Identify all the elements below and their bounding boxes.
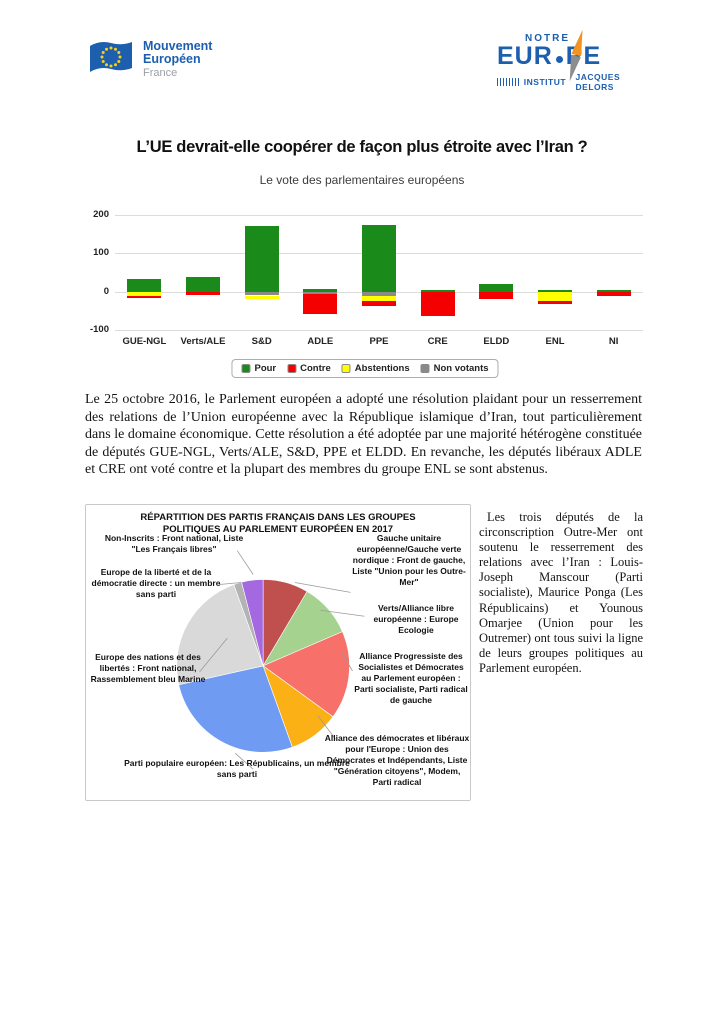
legend-label: Pour	[254, 363, 277, 374]
bar-segment	[479, 284, 513, 292]
gridline	[115, 215, 643, 216]
eu-flag-icon	[88, 40, 134, 76]
mouvement-europeen-logo	[88, 40, 212, 80]
bar-segment	[538, 301, 572, 304]
legend-label: Contre	[300, 363, 331, 374]
logo-right-notre: NOTRE	[525, 33, 570, 44]
side-column-text: Les trois députés de la circonscription Outre-Mer ont soutenu le resserrement des relations avec l’Iran : Louis-Joseph Manscour (Parti socialiste), Maurice Ponga (Les Républicains) et Younous Omarjee (Union pour les Outremer) ont tous suivi la ligne de leurs groupes politiques au Parlement européen.	[479, 510, 643, 675]
legend-item	[287, 363, 331, 374]
pie-label-gue: Gauche unitaire européenne/Gauche verte nordique : Front de gauche, Liste "Union pour les Outre-Mer"	[352, 533, 466, 588]
logo-right-jacques-delors: JACQUES DELORS	[575, 72, 621, 92]
x-axis-label: S&D	[251, 336, 272, 347]
x-axis-label: ENL	[545, 336, 565, 347]
bar-segment	[186, 292, 220, 294]
x-axis-label: PPE	[369, 336, 389, 347]
x-axis-label: CRE	[427, 336, 448, 347]
bar-segment	[186, 277, 220, 292]
y-axis-tick: 200	[93, 209, 109, 220]
bar-segment	[303, 294, 337, 314]
page-title: L’UE devrait-elle coopérer de façon plus étroite avec l’Iran ?	[136, 138, 588, 156]
pie-chart-box	[85, 504, 471, 801]
x-axis-label: Verts/ALE	[180, 336, 226, 347]
logo-right-eur: EUR	[497, 42, 553, 70]
x-axis-label: GUE-NGL	[122, 336, 167, 347]
bar-segment	[597, 292, 631, 297]
bar-segment	[127, 296, 161, 298]
notre-europe-logo	[497, 33, 657, 92]
vote-bar-chart	[85, 209, 645, 390]
bar-segment	[479, 292, 513, 299]
legend-item	[241, 363, 276, 374]
pie-label-verts: Verts/Alliance libre européenne : Europe Ecologie	[373, 603, 459, 636]
bar-plot-area	[115, 215, 643, 330]
legend-chip	[241, 364, 250, 373]
pie-label-eldd: Europe de la liberté et de la démocratie directe : un membre sans parti	[91, 567, 221, 600]
bar-legend	[231, 359, 498, 378]
logo-right-pe: PE	[565, 42, 602, 70]
pie-label-enl: Europe des nations et des libertés : Front national, Rassemblement bleu Marine	[90, 652, 206, 685]
bar-segment	[127, 279, 161, 292]
pie-label-sd: Alliance Progressiste des Socialistes et Démocrates au Parlement européen : Parti socialiste, Parti radical de gauche	[354, 651, 468, 706]
legend-label: Non votants	[433, 363, 489, 374]
pie-label-ppe: Parti populaire européen: Les Républicains, un membre sans parti	[124, 758, 350, 780]
legend-chip	[287, 364, 296, 373]
bar-segment	[421, 292, 455, 316]
legend-item	[342, 363, 410, 374]
pie-chart-title: RÉPARTITION DES PARTIS FRANÇAIS DANS LES GROUPES POLITIQUES AU PARLEMENT EUROPÉEN EN 2017	[140, 512, 416, 536]
logo-left-line1: Mouvement	[143, 39, 213, 53]
y-axis-tick: 0	[103, 285, 109, 297]
hatch-marks-icon	[497, 78, 520, 86]
logo-left-line3: France	[143, 67, 178, 80]
x-axis-label: NI	[608, 336, 619, 347]
bar-segment	[245, 296, 279, 299]
logo-left-line2: Européen	[143, 52, 201, 67]
pie-label-adle: Alliance des démocrates et libéraux pour l'Europe : Union des Démocrates et Indépendants, Liste "Génération citoyens", Modem, Parti radical	[324, 733, 470, 788]
legend-item	[421, 363, 489, 374]
legend-label: Abstentions	[354, 363, 410, 374]
gridline	[115, 330, 643, 331]
bar-segment	[538, 292, 572, 302]
logo-right-institut: INSTITUT	[523, 77, 567, 87]
legend-chip	[342, 364, 351, 373]
bar-segment	[362, 225, 396, 292]
y-axis	[85, 209, 109, 335]
y-axis-tick: -100	[89, 324, 109, 335]
bar-segment	[362, 301, 396, 306]
x-axis-label: ADLE	[307, 336, 334, 347]
pie-label-non-inscrits: Non-Inscrits : Front national, Liste "Les Français libres"	[104, 533, 244, 555]
legend-chip	[421, 364, 430, 373]
bar-segment	[245, 226, 279, 292]
y-axis-tick: 100	[93, 247, 109, 259]
x-axis	[115, 336, 643, 350]
main-paragraph: Le 25 octobre 2016, le Parlement européen a adopté une résolution plaidant pour un resserrement des relations de l’Union européenne avec la République islamique d’Iran, tout particulièrement dans le domaine économique. Cette résolution a été adoptée par une majorité hétérogène constituée de députés GUE-NGL, Verts/ALE, S&D, PPE et ELDD. En revanche, les députés libéraux ADLE et CRE ont voté contre et la plupart des membres du groupe ENL se sont abstenus.	[85, 392, 642, 478]
chart-subtitle: Le vote des parlementaires européens	[259, 173, 465, 187]
x-axis-label: ELDD	[483, 336, 510, 347]
logo-dot-icon	[556, 56, 563, 63]
